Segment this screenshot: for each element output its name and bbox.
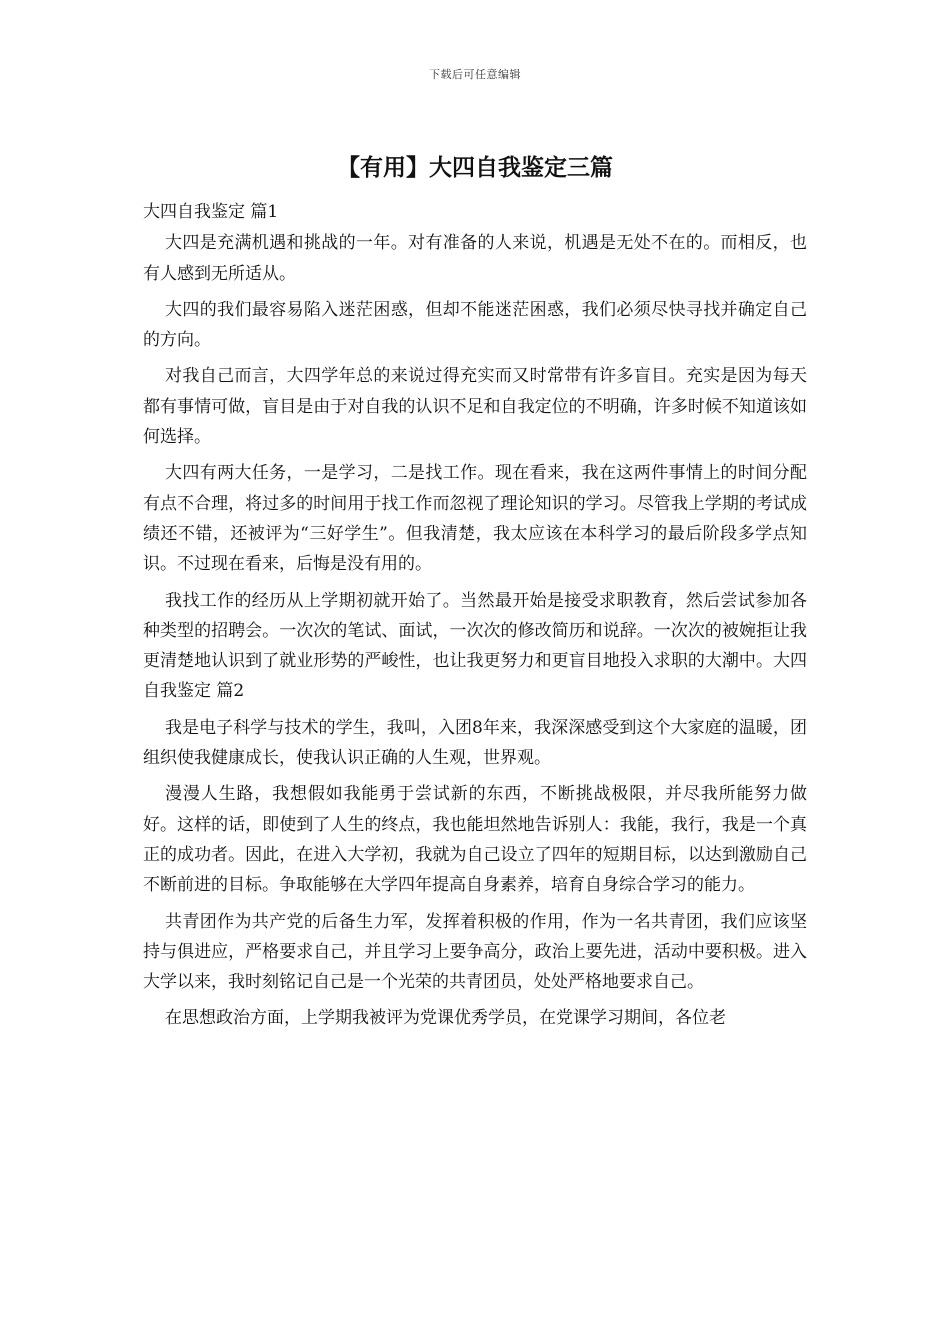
body-paragraph: 大四是充满机遇和挑战的一年。对有准备的人来说，机遇是无处不在的。而相反，也有人感到无所适从。 bbox=[143, 233, 807, 284]
document-body bbox=[143, 197, 807, 1040]
body-paragraph: 我是电子科学与技术的学生，我叫，入团8年来，我深深感受到这个大家庭的温暖，团组织使我健康成长，使我认识正确的人生观，世界观。 bbox=[143, 717, 807, 769]
body-paragraph: 漫漫人生路，我想假如我能勇于尝试新的东西，不断挑战极限，并尽我所能努力做好。这样的话，即使到了人生的终点，我也能坦然地告诉别人：我能，我行，我是一个真正的成功者。因此，在进入大学初，我就为自己设立了四年的短期目标，以达到激励自己不断前进的目标。争取能够在大学四年提高自身素养，培育自身综合学习的能力。 bbox=[143, 784, 807, 896]
body-paragraph: 大四有两大任务，一是学习，二是找工作。现在看来，我在这两件事情上的时间分配有点不合理，将过多的时间用于找工作而忽视了理论知识的学习。尽管我上学期的考试成绩还不错，还被评为“三好学生”。但我清楚，我太应该在本科学习的最后阶段多学点知识。不过现在看来，后悔是没有用的。 bbox=[143, 463, 807, 575]
page-header-note: 下载后可任意编辑 bbox=[429, 68, 521, 81]
document-title: 【有用】大四自我鉴定三篇 bbox=[337, 154, 613, 181]
section-heading: 大四自我鉴定 篇1 bbox=[143, 202, 279, 222]
body-paragraph: 共青团作为共产党的后备生力军，发挥着积极的作用，作为一名共青团，我们应该坚持与俱进应，严格要求自己，并且学习上要争高分，政治上要先进，活动中要积极。进入大学以来，我时刻铭记自己是一个光荣的共青团员，处处严格地要求自己。 bbox=[143, 911, 807, 993]
body-paragraph: 在思想政治方面，上学期我被评为党课优秀学员，在党课学习期间，各位老 bbox=[165, 1008, 726, 1029]
body-paragraph: 对我自己而言，大四学年总的来说过得充实而又时常带有许多盲目。充实是因为每天都有事情可做，盲目是由于对自我的认识不足和自我定位的不明确，许多时候不知道该如何选择。 bbox=[143, 366, 807, 448]
body-paragraph: 大四的我们最容易陷入迷茫困惑，但却不能迷茫困惑，我们必须尽快寻找并确定自己的方向。 bbox=[143, 299, 807, 351]
body-paragraph: 我找工作的经历从上学期初就开始了。当然最开始是接受求职教育，然后尝试参加各种类型的招聘会。一次次的笔试、面试，一次次的修改简历和说辞。一次次的被婉拒让我更清楚地认识到了就业形势的严峻性，也让我更努力和更盲目地投入求职的大潮中。大四自我鉴定 篇2 bbox=[143, 590, 807, 702]
